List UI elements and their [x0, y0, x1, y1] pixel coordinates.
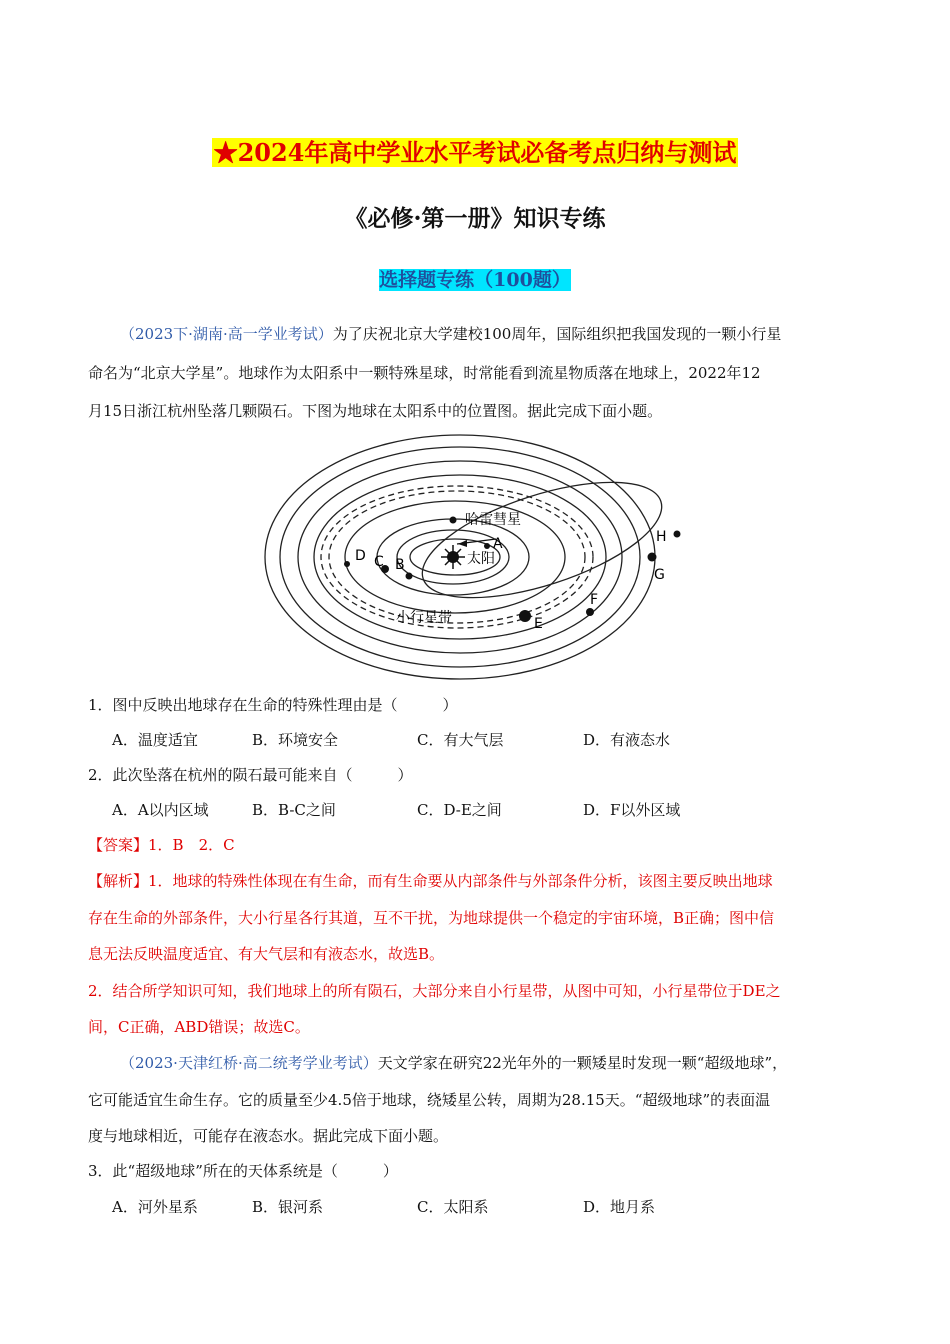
passage1-line2: 命名为“北京大学星”。地球作为太阳系中一颗特殊星球，时常能看到流星物质落在地球上，2022年12 [88, 364, 761, 382]
label-b: B [395, 557, 405, 573]
passage2-line1: （2023·天津红桥·高二统考学业考试）天文学家在研究22光年外的一颗矮星时发现一颗“超级地球”， [120, 1054, 788, 1072]
q1-option-a[interactable]: A．温度适宜 [112, 731, 198, 749]
q3-stem: 3．此“超级地球”所在的天体系统是（ ） [88, 1162, 398, 1180]
q1-option-d[interactable]: D．有液态水 [583, 731, 671, 749]
analysis-line3: 息无法反映温度适宜、有大气层和有液态水，故选B。 [88, 945, 445, 963]
q3-option-d[interactable]: D．地月系 [583, 1198, 656, 1216]
label-g: G [654, 567, 665, 583]
sun-label: 太阳 [467, 551, 495, 567]
analysis-line1: 【解析】1．地球的特殊性体现在有生命，而有生命要从内部条件与外部条件分析，该图主要反映出地球 [88, 872, 773, 890]
q2-option-a[interactable]: A．A以内区域 [112, 801, 209, 819]
q2-stem: 2．此次坠落在杭州的陨石最可能来自（ ） [88, 766, 413, 784]
analysis-line2: 存在生命的外部条件，大小行星各行其道，互不干扰，为地球提供一个稳定的宇宙环境，B正确；图中信 [88, 909, 775, 927]
planet-d [344, 561, 350, 567]
q2-option-d[interactable]: D．F以外区域 [583, 801, 681, 819]
q1-option-b[interactable]: B．环境安全 [252, 731, 339, 749]
answer-tag: 【答案】 [88, 836, 149, 854]
label-e: E [534, 616, 543, 632]
planet-b [406, 573, 413, 580]
asteroid-belt-label: 小行星带 [396, 610, 452, 626]
analysis-line4: 2．结合所学知识可知，我们地球上的所有陨石，大部分来自小行星带，从图中可知，小行星带位于DE之 [88, 982, 781, 1000]
label-d: D [355, 548, 366, 564]
document-title: ★2024年高中学业水平考试必备考点归纳与测试 [213, 138, 737, 167]
solar-system-figure [260, 432, 700, 682]
q1-option-c[interactable]: C．有大气层 [417, 731, 504, 749]
label-a: A [493, 536, 503, 552]
section-title: 选择题专练（100题） [379, 269, 571, 291]
passage2-line3: 度与地球相近，可能存在液态水。据此完成下面小题。 [88, 1127, 449, 1145]
label-f: F [590, 592, 599, 608]
planet-g [648, 553, 657, 562]
q3-option-c[interactable]: C．太阳系 [417, 1198, 489, 1216]
answer-text: 1．B 2．C [148, 836, 235, 854]
halley-orbit [409, 459, 675, 622]
passage2-source: （2023·天津红桥·高二统考学业考试） [120, 1054, 378, 1072]
halley-label: 哈雷彗星 [465, 512, 521, 528]
passage1-line1: （2023下·湖南·高一学业考试）为了庆祝北京大学建校100周年，国际组织把我国发现的一颗小行星 [120, 325, 782, 343]
q2-option-c[interactable]: C．D-E之间 [417, 801, 502, 819]
label-c: C [374, 554, 384, 570]
passage1-source: （2023下·湖南·高一学业考试） [120, 325, 333, 343]
label-h: H [656, 529, 667, 545]
q2-option-b[interactable]: B．B-C之间 [252, 801, 336, 819]
passage2-line2: 它可能适宜生命生存。它的质量至少4.5倍于地球，绕矮星公转，周期为28.15天。“超级地球”的表面温 [88, 1091, 771, 1109]
answer-line [88, 834, 235, 855]
planet-e [519, 610, 531, 622]
halley-comet-marker [450, 517, 457, 524]
q3-option-a[interactable]: A．河外星系 [112, 1198, 198, 1216]
sun-icon [441, 545, 465, 569]
q1-stem: 1．图中反映出地球存在生命的特殊性理由是（ ） [88, 696, 458, 714]
planet-h [674, 531, 681, 538]
passage1-line3: 月15日浙江杭州坠落几颗陨石。下图为地球在太阳系中的位置图。据此完成下面小题。 [88, 402, 663, 420]
analysis-line5: 间，C正确，ABD错误；故选C。 [88, 1018, 310, 1036]
document-subtitle: 《必修·第一册》知识专练 [344, 205, 606, 232]
arrowhead-icon [458, 540, 467, 547]
planet-f [586, 608, 594, 616]
q3-option-b[interactable]: B．银河系 [252, 1198, 324, 1216]
analysis-tag: 【解析】 [88, 872, 149, 890]
planet-a [484, 543, 490, 549]
